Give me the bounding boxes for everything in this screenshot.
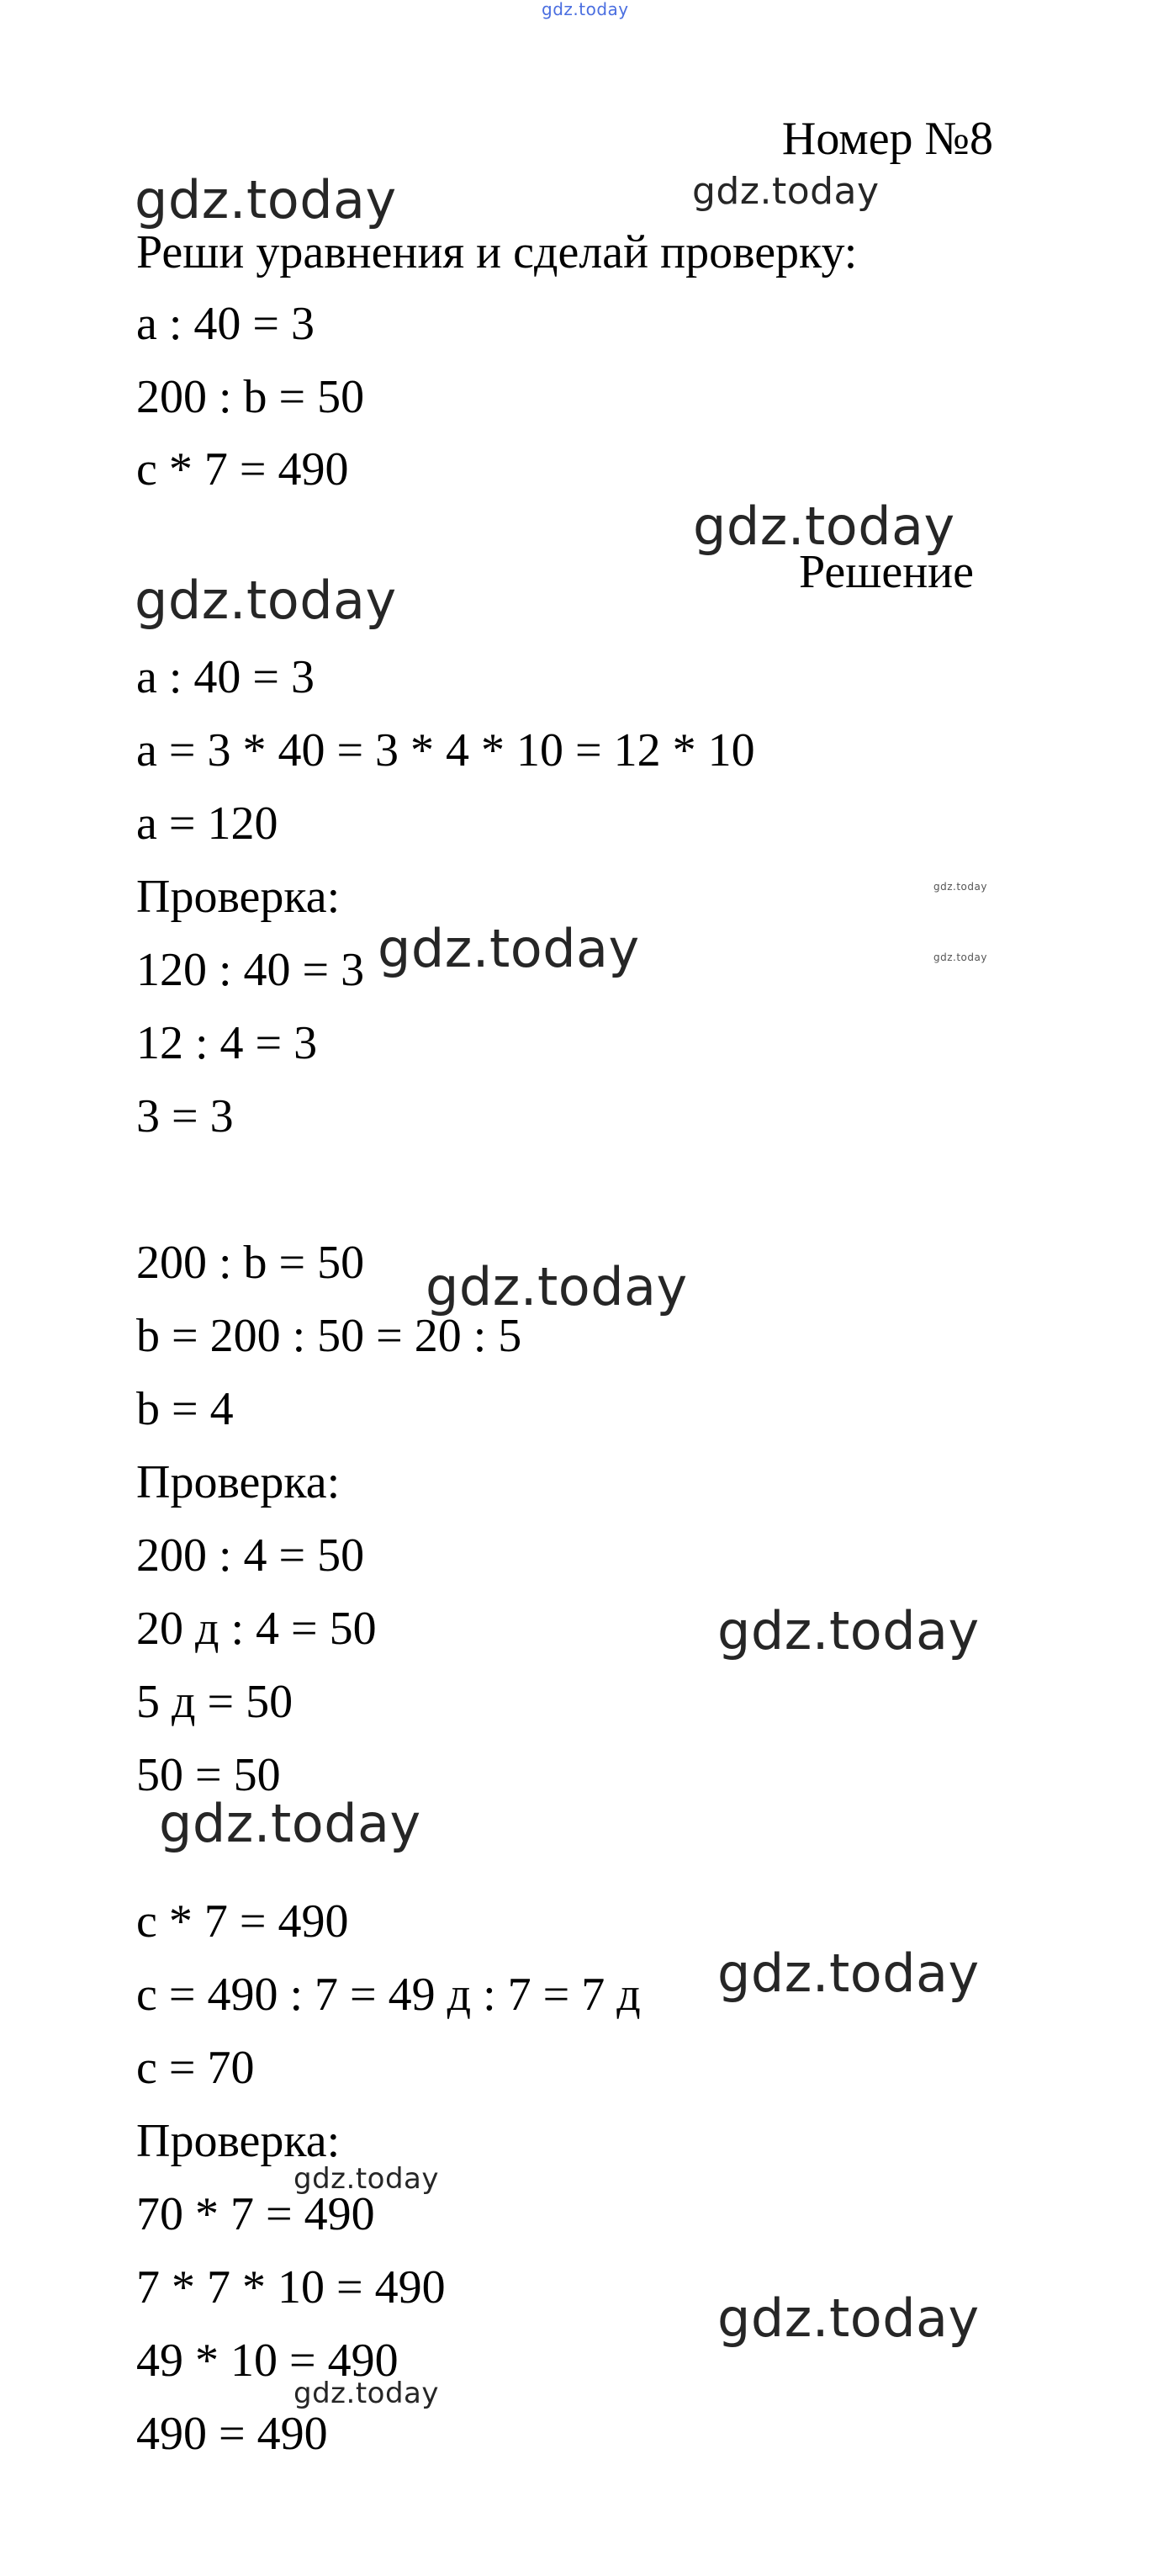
check-step: 50 = 50 bbox=[136, 1749, 281, 1801]
solution-heading: Решение bbox=[798, 546, 974, 598]
watermark: gdz.today bbox=[933, 881, 987, 893]
watermark: gdz.today bbox=[135, 570, 397, 631]
watermark: gdz.today bbox=[717, 2287, 980, 2349]
check-step: 120 : 40 = 3 bbox=[136, 944, 365, 996]
check-step: 20 д : 4 = 50 bbox=[136, 1603, 377, 1655]
check-step: 7 * 7 * 10 = 490 bbox=[136, 2261, 446, 2314]
solution-step: c = 70 bbox=[136, 2042, 255, 2094]
watermark: gdz.today bbox=[378, 918, 640, 979]
check-step: 490 = 490 bbox=[136, 2408, 328, 2460]
check-step: 3 = 3 bbox=[136, 1090, 234, 1142]
check-label: Проверка: bbox=[136, 871, 341, 923]
watermark: gdz.today bbox=[717, 1600, 980, 1662]
solution-step: c * 7 = 490 bbox=[136, 1895, 349, 1948]
solution-step: b = 4 bbox=[136, 1383, 234, 1435]
equation: 200 : b = 50 bbox=[136, 371, 365, 423]
watermark: gdz.today bbox=[426, 1256, 688, 1317]
watermark: gdz.today bbox=[159, 1793, 421, 1854]
watermark: gdz.today bbox=[692, 170, 880, 213]
watermark: gdz.today bbox=[293, 2162, 439, 2196]
solution-step: a = 120 bbox=[136, 798, 278, 850]
watermark: gdz.today bbox=[717, 1943, 980, 2004]
watermark-top: gdz.today bbox=[542, 0, 629, 19]
check-step: 70 * 7 = 490 bbox=[136, 2188, 375, 2240]
task-text: Реши уравнения и сделай проверку: bbox=[136, 226, 858, 278]
solution-step: b = 200 : 50 = 20 : 5 bbox=[136, 1310, 522, 1362]
check-label: Проверка: bbox=[136, 1456, 341, 1508]
check-step: 200 : 4 = 50 bbox=[136, 1529, 365, 1582]
watermark: gdz.today bbox=[293, 2377, 439, 2410]
problem-title: Номер №8 bbox=[781, 113, 993, 165]
equation: a : 40 = 3 bbox=[136, 298, 315, 350]
check-step: 5 д = 50 bbox=[136, 1676, 293, 1728]
check-step: 49 * 10 = 490 bbox=[136, 2335, 399, 2387]
solution-step: a : 40 = 3 bbox=[136, 651, 315, 703]
watermark: gdz.today bbox=[693, 496, 955, 557]
check-label: Проверка: bbox=[136, 2115, 341, 2167]
equation: c * 7 = 490 bbox=[136, 443, 349, 496]
solution-step: a = 3 * 40 = 3 * 4 * 10 = 12 * 10 bbox=[136, 724, 755, 777]
watermark: gdz.today bbox=[135, 169, 397, 231]
check-step: 12 : 4 = 3 bbox=[136, 1017, 318, 1069]
solution-step: 200 : b = 50 bbox=[136, 1237, 365, 1289]
solution-step: c = 490 : 7 = 49 д : 7 = 7 д bbox=[136, 1969, 641, 2021]
watermark: gdz.today bbox=[933, 951, 987, 963]
